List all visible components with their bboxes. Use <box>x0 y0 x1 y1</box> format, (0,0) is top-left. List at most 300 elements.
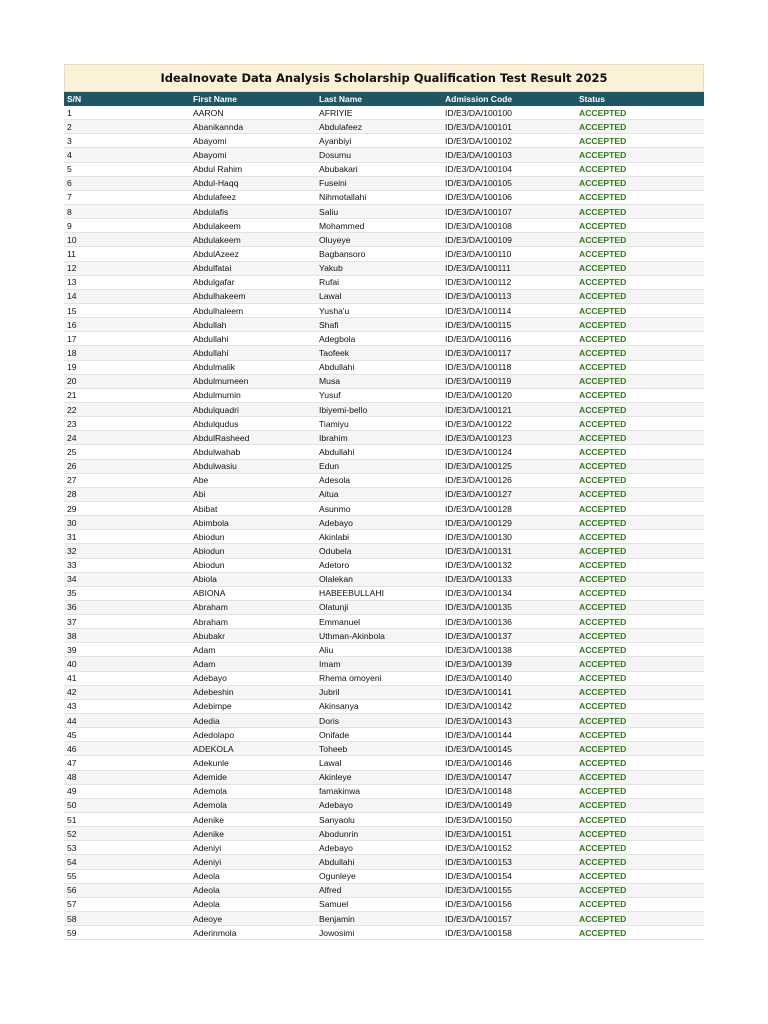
last-name-cell[interactable]: Adesola <box>319 475 351 486</box>
first-name-cell[interactable]: Abdulquadri <box>193 404 239 415</box>
admission-code-cell[interactable]: ID/E3/DA/100147 <box>445 772 512 783</box>
status-cell[interactable]: ACCEPTED <box>579 644 627 655</box>
admission-code-cell[interactable]: ID/E3/DA/100152 <box>445 842 512 853</box>
last-name-cell[interactable]: Ogunleye <box>319 871 356 882</box>
first-name-cell[interactable]: Abraham <box>193 602 228 613</box>
last-name-cell[interactable]: Dosumu <box>319 149 351 160</box>
status-cell[interactable]: ACCEPTED <box>579 390 627 401</box>
sn-cell[interactable]: 50 <box>67 800 77 811</box>
first-name-cell[interactable]: Abdullahi <box>193 333 229 344</box>
first-name-cell[interactable]: Abdulmumin <box>193 390 241 401</box>
last-name-cell[interactable]: Musa <box>319 376 341 387</box>
last-name-cell[interactable]: Mohammed <box>319 220 365 231</box>
admission-code-cell[interactable]: ID/E3/DA/100151 <box>445 828 512 839</box>
admission-code-cell[interactable]: ID/E3/DA/100131 <box>445 545 512 556</box>
sn-cell[interactable]: 42 <box>67 687 77 698</box>
last-name-cell[interactable]: Olalekan <box>319 574 353 585</box>
first-name-cell[interactable]: Abdulhaleem <box>193 305 244 316</box>
status-cell[interactable]: ACCEPTED <box>579 206 627 217</box>
admission-code-cell[interactable]: ID/E3/DA/100100 <box>445 107 512 118</box>
status-cell[interactable]: ACCEPTED <box>579 871 627 882</box>
first-name-cell[interactable]: Abiodun <box>193 531 225 542</box>
last-name-cell[interactable]: Lawal <box>319 758 342 769</box>
admission-code-cell[interactable]: ID/E3/DA/100102 <box>445 135 512 146</box>
table-row[interactable] <box>64 233 704 247</box>
admission-code-cell[interactable]: ID/E3/DA/100155 <box>445 885 512 896</box>
status-cell[interactable]: ACCEPTED <box>579 432 627 443</box>
first-name-cell[interactable]: Adeola <box>193 899 220 910</box>
last-name-cell[interactable]: Adetoro <box>319 560 350 571</box>
status-cell[interactable]: ACCEPTED <box>579 291 627 302</box>
status-cell[interactable]: ACCEPTED <box>579 800 627 811</box>
status-cell[interactable]: ACCEPTED <box>579 220 627 231</box>
admission-code-cell[interactable]: ID/E3/DA/100104 <box>445 164 512 175</box>
table-row[interactable] <box>64 445 704 459</box>
admission-code-cell[interactable]: ID/E3/DA/100157 <box>445 913 512 924</box>
first-name-cell[interactable]: Abdulhakeem <box>193 291 246 302</box>
sn-cell[interactable]: 54 <box>67 857 77 868</box>
sn-cell[interactable]: 58 <box>67 913 77 924</box>
admission-code-cell[interactable]: ID/E3/DA/100153 <box>445 857 512 868</box>
sn-cell[interactable]: 21 <box>67 390 77 401</box>
status-cell[interactable]: ACCEPTED <box>579 927 627 938</box>
last-name-cell[interactable]: Sanyaolu <box>319 814 355 825</box>
first-name-cell[interactable]: Abayomi <box>193 135 227 146</box>
first-name-cell[interactable]: Abdulakeem <box>193 234 241 245</box>
last-name-cell[interactable]: Bagbansoro <box>319 248 366 259</box>
status-cell[interactable]: ACCEPTED <box>579 135 627 146</box>
table-row[interactable] <box>64 346 704 360</box>
sn-cell[interactable]: 43 <box>67 701 77 712</box>
last-name-cell[interactable]: Ayanbiyi <box>319 135 352 146</box>
first-name-cell[interactable]: Abdulmumeen <box>193 376 249 387</box>
sn-cell[interactable]: 59 <box>67 927 77 938</box>
table-row[interactable] <box>64 870 704 884</box>
sn-cell[interactable]: 51 <box>67 814 77 825</box>
first-name-cell[interactable]: Abi <box>193 489 206 500</box>
status-cell[interactable]: ACCEPTED <box>579 107 627 118</box>
first-name-cell[interactable]: AbdulRasheed <box>193 432 250 443</box>
last-name-cell[interactable]: Ibiyemi-bello <box>319 404 368 415</box>
status-cell[interactable]: ACCEPTED <box>579 743 627 754</box>
last-name-cell[interactable]: Uthman-Akinbola <box>319 630 385 641</box>
sn-cell[interactable]: 19 <box>67 362 77 373</box>
last-name-cell[interactable]: Jubril <box>319 687 340 698</box>
first-name-cell[interactable]: Abdulqudus <box>193 418 239 429</box>
table-row[interactable] <box>64 756 704 770</box>
status-cell[interactable]: ACCEPTED <box>579 545 627 556</box>
last-name-cell[interactable]: Jowosimi <box>319 927 355 938</box>
first-name-cell[interactable]: Abayomi <box>193 149 227 160</box>
last-name-cell[interactable]: Emmanuel <box>319 616 361 627</box>
first-name-cell[interactable]: Adebayo <box>193 673 227 684</box>
status-cell[interactable]: ACCEPTED <box>579 475 627 486</box>
first-name-cell[interactable]: Abdulwahab <box>193 446 241 457</box>
status-cell[interactable]: ACCEPTED <box>579 178 627 189</box>
admission-code-cell[interactable]: ID/E3/DA/100143 <box>445 715 512 726</box>
status-cell[interactable]: ACCEPTED <box>579 630 627 641</box>
admission-code-cell[interactable]: ID/E3/DA/100107 <box>445 206 512 217</box>
last-name-cell[interactable]: Benjamin <box>319 913 355 924</box>
admission-code-cell[interactable]: ID/E3/DA/100144 <box>445 729 512 740</box>
admission-code-cell[interactable]: ID/E3/DA/100123 <box>445 432 512 443</box>
table-row[interactable] <box>64 841 704 855</box>
sn-cell[interactable]: 52 <box>67 828 77 839</box>
sn-cell[interactable]: 14 <box>67 291 77 302</box>
status-cell[interactable]: ACCEPTED <box>579 234 627 245</box>
table-row[interactable] <box>64 926 704 940</box>
table-row[interactable] <box>64 898 704 912</box>
status-cell[interactable]: ACCEPTED <box>579 913 627 924</box>
status-cell[interactable]: ACCEPTED <box>579 149 627 160</box>
sn-cell[interactable]: 24 <box>67 432 77 443</box>
sn-cell[interactable]: 39 <box>67 644 77 655</box>
sn-cell[interactable]: 33 <box>67 560 77 571</box>
admission-code-cell[interactable]: ID/E3/DA/100146 <box>445 758 512 769</box>
table-row[interactable] <box>64 657 704 671</box>
first-name-cell[interactable]: Abdulafeez <box>193 192 237 203</box>
status-cell[interactable]: ACCEPTED <box>579 588 627 599</box>
sn-cell[interactable]: 15 <box>67 305 77 316</box>
table-row[interactable] <box>64 559 704 573</box>
last-name-cell[interactable]: Alfred <box>319 885 342 896</box>
first-name-cell[interactable]: Adam <box>193 659 216 670</box>
sn-cell[interactable]: 29 <box>67 503 77 514</box>
sn-cell[interactable]: 30 <box>67 517 77 528</box>
admission-code-cell[interactable]: ID/E3/DA/100112 <box>445 277 512 288</box>
status-cell[interactable]: ACCEPTED <box>579 701 627 712</box>
last-name-cell[interactable]: Taofeek <box>319 347 350 358</box>
status-cell[interactable]: ACCEPTED <box>579 489 627 500</box>
status-cell[interactable]: ACCEPTED <box>579 164 627 175</box>
first-name-cell[interactable]: Ademola <box>193 786 227 797</box>
first-name-cell[interactable]: Adekunle <box>193 758 229 769</box>
last-name-cell[interactable]: Akinleye <box>319 772 352 783</box>
table-row[interactable] <box>64 700 704 714</box>
table-row[interactable] <box>64 205 704 219</box>
status-cell[interactable]: ACCEPTED <box>579 531 627 542</box>
first-name-cell[interactable]: Abdulfatai <box>193 263 232 274</box>
first-name-cell[interactable]: Aderinmola <box>193 927 237 938</box>
admission-code-cell[interactable]: ID/E3/DA/100116 <box>445 333 512 344</box>
table-row[interactable] <box>64 163 704 177</box>
sn-cell[interactable]: 18 <box>67 347 77 358</box>
admission-code-cell[interactable]: ID/E3/DA/100103 <box>445 149 512 160</box>
last-name-cell[interactable]: Adebayo <box>319 842 353 853</box>
admission-code-cell[interactable]: ID/E3/DA/100110 <box>445 248 512 259</box>
table-row[interactable] <box>64 177 704 191</box>
last-name-cell[interactable]: Akinsanya <box>319 701 359 712</box>
admission-code-cell[interactable]: ID/E3/DA/100121 <box>445 404 512 415</box>
last-name-cell[interactable]: Toheeb <box>319 743 348 754</box>
first-name-cell[interactable]: Abimbola <box>193 517 229 528</box>
admission-code-cell[interactable]: ID/E3/DA/100128 <box>445 503 512 514</box>
last-name-cell[interactable]: Fuseini <box>319 178 347 189</box>
sn-cell[interactable]: 28 <box>67 489 77 500</box>
sn-cell[interactable]: 10 <box>67 234 77 245</box>
status-cell[interactable]: ACCEPTED <box>579 772 627 783</box>
last-name-cell[interactable]: Abodunrin <box>319 828 359 839</box>
status-cell[interactable]: ACCEPTED <box>579 333 627 344</box>
table-row[interactable] <box>64 615 704 629</box>
table-row[interactable] <box>64 686 704 700</box>
sn-cell[interactable]: 40 <box>67 659 77 670</box>
last-name-cell[interactable]: Nihmotallahi <box>319 192 367 203</box>
table-row[interactable] <box>64 361 704 375</box>
last-name-cell[interactable]: Abubakari <box>319 164 358 175</box>
status-cell[interactable]: ACCEPTED <box>579 673 627 684</box>
sn-cell[interactable]: 7 <box>67 192 72 203</box>
admission-code-cell[interactable]: ID/E3/DA/100115 <box>445 319 512 330</box>
sn-cell[interactable]: 38 <box>67 630 77 641</box>
last-name-cell[interactable]: Oluyeye <box>319 234 351 245</box>
status-cell[interactable]: ACCEPTED <box>579 659 627 670</box>
table-row[interactable] <box>64 106 704 120</box>
first-name-cell[interactable]: Abiola <box>193 574 217 585</box>
sn-cell[interactable]: 22 <box>67 404 77 415</box>
status-cell[interactable]: ACCEPTED <box>579 446 627 457</box>
admission-code-cell[interactable]: ID/E3/DA/100117 <box>445 347 512 358</box>
table-row[interactable] <box>64 403 704 417</box>
status-cell[interactable]: ACCEPTED <box>579 362 627 373</box>
table-row[interactable] <box>64 134 704 148</box>
sn-cell[interactable]: 17 <box>67 333 77 344</box>
sn-cell[interactable]: 49 <box>67 786 77 797</box>
last-name-cell[interactable]: Asunmo <box>319 503 351 514</box>
first-name-cell[interactable]: Ademide <box>193 772 227 783</box>
last-name-cell[interactable]: Ibrahim <box>319 432 348 443</box>
status-cell[interactable]: ACCEPTED <box>579 842 627 853</box>
first-name-cell[interactable]: Abdullahi <box>193 347 229 358</box>
sn-cell[interactable]: 3 <box>67 135 72 146</box>
last-name-cell[interactable]: Abdullahi <box>319 857 355 868</box>
table-row[interactable] <box>64 643 704 657</box>
status-cell[interactable]: ACCEPTED <box>579 121 627 132</box>
first-name-cell[interactable]: Abdulafis <box>193 206 229 217</box>
sn-cell[interactable]: 5 <box>67 164 72 175</box>
status-cell[interactable]: ACCEPTED <box>579 758 627 769</box>
first-name-cell[interactable]: Abe <box>193 475 209 486</box>
admission-code-cell[interactable]: ID/E3/DA/100108 <box>445 220 512 231</box>
first-name-cell[interactable]: Adenike <box>193 828 225 839</box>
table-row[interactable] <box>64 290 704 304</box>
admission-code-cell[interactable]: ID/E3/DA/100125 <box>445 461 512 472</box>
status-cell[interactable]: ACCEPTED <box>579 828 627 839</box>
column-header-first-name[interactable]: First Name <box>193 94 237 104</box>
sn-cell[interactable]: 48 <box>67 772 77 783</box>
first-name-cell[interactable]: Adedia <box>193 715 220 726</box>
table-row[interactable] <box>64 219 704 233</box>
column-header-status[interactable]: Status <box>579 94 605 104</box>
table-row[interactable] <box>64 629 704 643</box>
first-name-cell[interactable]: Ademola <box>193 800 227 811</box>
last-name-cell[interactable]: Abdulafeez <box>319 121 363 132</box>
table-row[interactable] <box>64 884 704 898</box>
table-row[interactable] <box>64 375 704 389</box>
admission-code-cell[interactable]: ID/E3/DA/100109 <box>445 234 512 245</box>
sn-cell[interactable]: 53 <box>67 842 77 853</box>
last-name-cell[interactable]: Rhema omoyeni <box>319 673 382 684</box>
admission-code-cell[interactable]: ID/E3/DA/100137 <box>445 630 512 641</box>
status-cell[interactable]: ACCEPTED <box>579 503 627 514</box>
admission-code-cell[interactable]: ID/E3/DA/100132 <box>445 560 512 571</box>
first-name-cell[interactable]: Abdulakeem <box>193 220 241 231</box>
admission-code-cell[interactable]: ID/E3/DA/100101 <box>445 121 512 132</box>
admission-code-cell[interactable]: ID/E3/DA/100150 <box>445 814 512 825</box>
admission-code-cell[interactable]: ID/E3/DA/100122 <box>445 418 512 429</box>
first-name-cell[interactable]: AARON <box>193 107 224 118</box>
table-row[interactable] <box>64 262 704 276</box>
table-row[interactable] <box>64 827 704 841</box>
admission-code-cell[interactable]: ID/E3/DA/100138 <box>445 644 512 655</box>
admission-code-cell[interactable]: ID/E3/DA/100154 <box>445 871 512 882</box>
status-cell[interactable]: ACCEPTED <box>579 461 627 472</box>
table-row[interactable] <box>64 276 704 290</box>
last-name-cell[interactable]: AFRIYIE <box>319 107 353 118</box>
last-name-cell[interactable]: Akinlabi <box>319 531 350 542</box>
status-cell[interactable]: ACCEPTED <box>579 192 627 203</box>
admission-code-cell[interactable]: ID/E3/DA/100139 <box>445 659 512 670</box>
sn-cell[interactable]: 45 <box>67 729 77 740</box>
status-cell[interactable]: ACCEPTED <box>579 885 627 896</box>
last-name-cell[interactable]: Lawal <box>319 291 342 302</box>
last-name-cell[interactable]: Tiamiyu <box>319 418 349 429</box>
admission-code-cell[interactable]: ID/E3/DA/100130 <box>445 531 512 542</box>
sn-cell[interactable]: 57 <box>67 899 77 910</box>
last-name-cell[interactable]: HABEEBULLAHI <box>319 588 384 599</box>
table-row[interactable] <box>64 912 704 926</box>
status-cell[interactable]: ACCEPTED <box>579 263 627 274</box>
last-name-cell[interactable]: Rufai <box>319 277 340 288</box>
table-row[interactable] <box>64 318 704 332</box>
first-name-cell[interactable]: ADEKOLA <box>193 743 234 754</box>
admission-code-cell[interactable]: ID/E3/DA/100156 <box>445 899 512 910</box>
last-name-cell[interactable]: Samuel <box>319 899 349 910</box>
first-name-cell[interactable]: Abdulgafar <box>193 277 235 288</box>
table-row[interactable] <box>64 332 704 346</box>
table-row[interactable] <box>64 120 704 134</box>
admission-code-cell[interactable]: ID/E3/DA/100119 <box>445 376 512 387</box>
first-name-cell[interactable]: Abanikannda <box>193 121 244 132</box>
last-name-cell[interactable]: Aitua <box>319 489 339 500</box>
first-name-cell[interactable]: Adenike <box>193 814 225 825</box>
sn-cell[interactable]: 6 <box>67 178 72 189</box>
table-row[interactable] <box>64 544 704 558</box>
sn-cell[interactable]: 37 <box>67 616 77 627</box>
status-cell[interactable]: ACCEPTED <box>579 517 627 528</box>
sn-cell[interactable]: 55 <box>67 871 77 882</box>
first-name-cell[interactable]: Adeola <box>193 885 220 896</box>
table-row[interactable] <box>64 785 704 799</box>
status-cell[interactable]: ACCEPTED <box>579 305 627 316</box>
first-name-cell[interactable]: Adeniyi <box>193 842 222 853</box>
last-name-cell[interactable]: Adegbola <box>319 333 356 344</box>
sn-cell[interactable]: 36 <box>67 602 77 613</box>
first-name-cell[interactable]: Adebimpe <box>193 701 232 712</box>
admission-code-cell[interactable]: ID/E3/DA/100133 <box>445 574 512 585</box>
admission-code-cell[interactable]: ID/E3/DA/100145 <box>445 743 512 754</box>
admission-code-cell[interactable]: ID/E3/DA/100106 <box>445 192 512 203</box>
first-name-cell[interactable]: Abraham <box>193 616 228 627</box>
admission-code-cell[interactable]: ID/E3/DA/100135 <box>445 602 512 613</box>
last-name-cell[interactable]: Odubela <box>319 545 352 556</box>
sn-cell[interactable]: 31 <box>67 531 77 542</box>
last-name-cell[interactable]: Imam <box>319 659 341 670</box>
sn-cell[interactable]: 13 <box>67 277 77 288</box>
last-name-cell[interactable]: famakinwa <box>319 786 361 797</box>
last-name-cell[interactable]: Onifade <box>319 729 350 740</box>
first-name-cell[interactable]: Abubakr <box>193 630 226 641</box>
admission-code-cell[interactable]: ID/E3/DA/100158 <box>445 927 512 938</box>
admission-code-cell[interactable]: ID/E3/DA/100118 <box>445 362 512 373</box>
status-cell[interactable]: ACCEPTED <box>579 857 627 868</box>
column-header-last-name[interactable]: Last Name <box>319 94 362 104</box>
admission-code-cell[interactable]: ID/E3/DA/100148 <box>445 786 512 797</box>
first-name-cell[interactable]: Abdulmalik <box>193 362 236 373</box>
status-cell[interactable]: ACCEPTED <box>579 248 627 259</box>
status-cell[interactable]: ACCEPTED <box>579 786 627 797</box>
table-row[interactable] <box>64 516 704 530</box>
last-name-cell[interactable]: Yakub <box>319 263 343 274</box>
table-row[interactable] <box>64 474 704 488</box>
status-cell[interactable]: ACCEPTED <box>579 277 627 288</box>
first-name-cell[interactable]: Adeola <box>193 871 220 882</box>
table-row[interactable] <box>64 247 704 261</box>
sn-cell[interactable]: 35 <box>67 588 77 599</box>
admission-code-cell[interactable]: ID/E3/DA/100126 <box>445 475 512 486</box>
first-name-cell[interactable]: Adeniyi <box>193 857 222 868</box>
sn-cell[interactable]: 34 <box>67 574 77 585</box>
first-name-cell[interactable]: Abdul Rahim <box>193 164 243 175</box>
table-row[interactable] <box>64 148 704 162</box>
table-row[interactable] <box>64 714 704 728</box>
first-name-cell[interactable]: Adam <box>193 644 216 655</box>
admission-code-cell[interactable]: ID/E3/DA/100134 <box>445 588 512 599</box>
status-cell[interactable]: ACCEPTED <box>579 715 627 726</box>
last-name-cell[interactable]: Saliu <box>319 206 339 217</box>
admission-code-cell[interactable]: ID/E3/DA/100129 <box>445 517 512 528</box>
admission-code-cell[interactable]: ID/E3/DA/100140 <box>445 673 512 684</box>
sn-cell[interactable]: 23 <box>67 418 77 429</box>
table-row[interactable] <box>64 304 704 318</box>
sn-cell[interactable]: 26 <box>67 461 77 472</box>
sn-cell[interactable]: 8 <box>67 206 72 217</box>
column-header-sn[interactable]: S/N <box>67 94 82 104</box>
table-row[interactable] <box>64 191 704 205</box>
first-name-cell[interactable]: Adedolapo <box>193 729 235 740</box>
sn-cell[interactable]: 11 <box>67 248 76 259</box>
admission-code-cell[interactable]: ID/E3/DA/100114 <box>445 305 512 316</box>
first-name-cell[interactable]: Abdul-Haqq <box>193 178 239 189</box>
admission-code-cell[interactable]: ID/E3/DA/100113 <box>445 291 512 302</box>
sn-cell[interactable]: 4 <box>67 149 72 160</box>
status-cell[interactable]: ACCEPTED <box>579 687 627 698</box>
table-row[interactable] <box>64 530 704 544</box>
sn-cell[interactable]: 32 <box>67 545 77 556</box>
sn-cell[interactable]: 47 <box>67 758 77 769</box>
first-name-cell[interactable]: Abdullah <box>193 319 227 330</box>
last-name-cell[interactable]: Aliu <box>319 644 334 655</box>
table-row[interactable] <box>64 672 704 686</box>
last-name-cell[interactable]: Edun <box>319 461 340 472</box>
admission-code-cell[interactable]: ID/E3/DA/100124 <box>445 446 512 457</box>
table-row[interactable] <box>64 389 704 403</box>
last-name-cell[interactable]: Adebayo <box>319 800 353 811</box>
last-name-cell[interactable]: Olatunji <box>319 602 349 613</box>
first-name-cell[interactable]: Abiodun <box>193 560 225 571</box>
first-name-cell[interactable]: Abdulwasiu <box>193 461 237 472</box>
status-cell[interactable]: ACCEPTED <box>579 376 627 387</box>
